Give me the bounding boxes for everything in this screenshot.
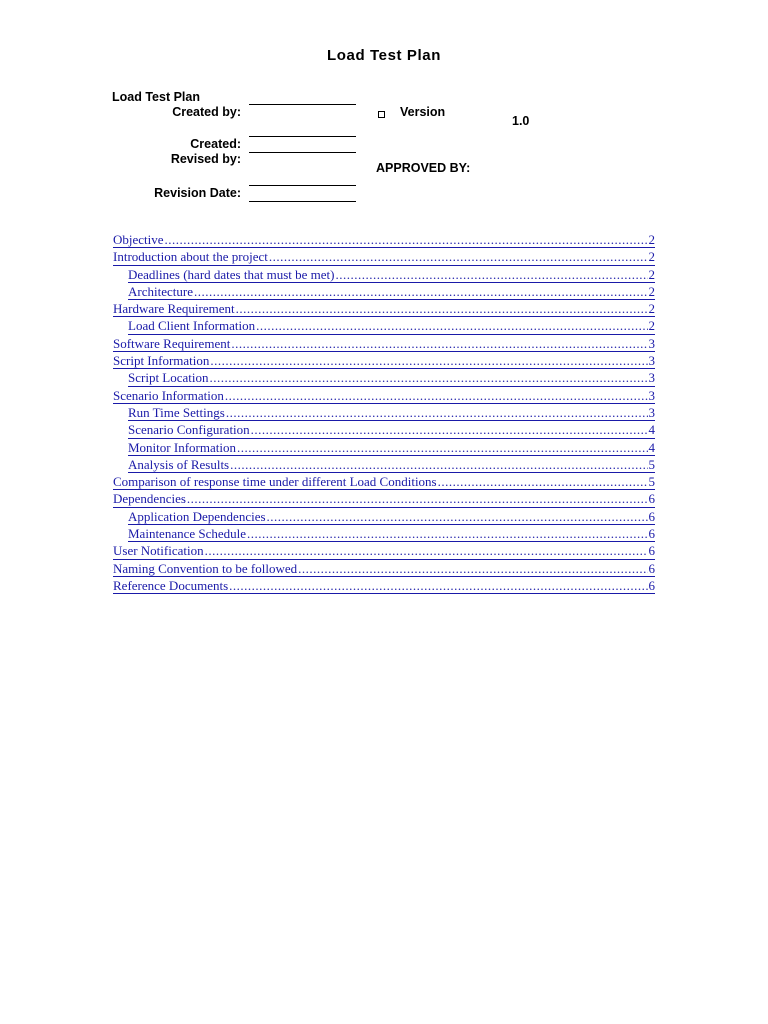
document-title: Load Test Plan — [327, 47, 441, 64]
toc-entry-title: User Notification — [113, 543, 204, 559]
toc-dot-leader — [229, 577, 647, 594]
toc-entry[interactable] — [128, 283, 655, 300]
created-by-field[interactable] — [249, 104, 356, 105]
toc-entry-page: 2 — [648, 232, 655, 247]
toc-entry-page: 2 — [648, 318, 655, 334]
toc-entry[interactable] — [113, 335, 655, 352]
toc-entry-page: 2 — [648, 249, 655, 265]
toc-dot-leader — [231, 335, 647, 352]
toc-dot-leader — [267, 508, 648, 525]
toc-dot-leader — [225, 387, 648, 404]
toc-entry[interactable] — [113, 542, 655, 559]
toc-entry-page: 3 — [648, 335, 655, 351]
toc-entry-page: 6 — [648, 491, 655, 507]
toc-dot-leader — [205, 542, 648, 559]
toc-entry-page: 5 — [648, 474, 655, 490]
toc-entry-page: 4 — [648, 422, 655, 438]
toc-entry-title: Naming Convention to be followed — [113, 560, 298, 576]
toc-entry-title: Comparison of response time under different Load Conditions — [113, 474, 437, 490]
toc-entry[interactable] — [128, 525, 655, 542]
toc-entry-page: 6 — [648, 543, 655, 559]
toc-entry-page: 6 — [648, 577, 655, 593]
toc-dot-leader — [247, 525, 647, 542]
toc-entry-title: Application Dependencies — [128, 508, 266, 524]
toc-entry[interactable] — [113, 490, 655, 507]
toc-dot-leader — [187, 490, 648, 507]
toc-dot-leader — [210, 352, 647, 369]
toc-entry-page: 5 — [648, 456, 655, 472]
toc-entry[interactable] — [113, 248, 655, 265]
revision-date-field-top[interactable] — [249, 185, 356, 186]
toc-entry[interactable] — [113, 577, 655, 594]
created-field[interactable] — [249, 136, 356, 137]
revised-by-label: Revised by: — [170, 152, 241, 166]
toc-entry-title: Run Time Settings — [128, 404, 225, 420]
toc-entry-title: Dependencies — [113, 491, 186, 507]
toc-entry-title: Maintenance Schedule — [128, 526, 247, 542]
toc-entry-title: Hardware Requirement — [113, 301, 235, 317]
toc-dot-leader — [237, 439, 648, 456]
toc-entry-title: Reference Documents — [113, 577, 229, 593]
toc-entry-page: 3 — [648, 370, 655, 386]
toc-dot-leader — [269, 248, 648, 265]
toc-dot-leader — [438, 473, 648, 490]
toc-entry-title: Monitor Information — [128, 439, 236, 455]
toc-dot-leader — [256, 317, 647, 334]
created-by-label: Created by: — [172, 105, 241, 119]
toc-entry-title: Load Client Information — [128, 318, 256, 334]
toc-entry-page: 6 — [648, 560, 655, 576]
toc-entry[interactable] — [128, 317, 655, 334]
toc-entry[interactable] — [128, 404, 655, 421]
version-label: Version — [400, 105, 446, 119]
toc-entry-page: 6 — [648, 526, 655, 542]
toc-dot-leader — [230, 456, 647, 473]
table-of-contents — [113, 231, 655, 594]
toc-entry-title: Scenario Information — [113, 387, 224, 403]
toc-entry-page: 2 — [648, 283, 655, 299]
toc-entry[interactable] — [128, 421, 655, 438]
created-label: Created: — [190, 137, 241, 151]
toc-entry-page: 3 — [648, 404, 655, 420]
toc-entry[interactable] — [128, 266, 655, 283]
toc-entry-page: 6 — [648, 508, 655, 524]
toc-entry[interactable] — [128, 456, 655, 473]
toc-dot-leader — [236, 300, 648, 317]
version-value: 1.0 — [512, 114, 530, 128]
toc-entry[interactable] — [113, 300, 655, 317]
toc-entry-title: Objective — [113, 232, 164, 247]
toc-entry-title: Deadlines (hard dates that must be met) — [128, 266, 335, 282]
revised-by-field[interactable] — [249, 152, 356, 153]
toc-dot-leader — [194, 283, 648, 300]
toc-entry-title: Script Location — [128, 370, 209, 386]
toc-entry[interactable] — [128, 369, 655, 386]
toc-entry[interactable] — [113, 231, 655, 248]
toc-entry-page: 3 — [648, 353, 655, 369]
toc-entry-title: Scenario Configuration — [128, 422, 250, 438]
toc-entry[interactable] — [113, 473, 655, 490]
toc-entry-page: 2 — [648, 266, 655, 282]
toc-entry-title: Architecture — [128, 283, 193, 299]
toc-dot-leader — [165, 231, 648, 248]
toc-entry-page: 3 — [648, 387, 655, 403]
toc-entry-title: Analysis of Results — [128, 456, 230, 472]
toc-dot-leader — [336, 266, 648, 283]
plan-label: Load Test Plan — [112, 90, 200, 104]
toc-entry[interactable] — [128, 439, 655, 456]
approved-by-label: APPROVED BY: — [376, 161, 471, 175]
toc-entry-page: 2 — [648, 301, 655, 317]
toc-entry-title: Software Requirement — [113, 335, 231, 351]
toc-dot-leader — [251, 421, 648, 438]
toc-entry-title: Script Information — [113, 353, 210, 369]
version-checkbox-icon[interactable] — [378, 111, 385, 118]
revision-date-label: Revision Date: — [154, 186, 241, 200]
toc-entry[interactable] — [113, 387, 655, 404]
revision-date-field-bottom — [249, 201, 356, 202]
toc-entry-title: Introduction about the project — [113, 249, 268, 265]
toc-dot-leader — [210, 369, 648, 386]
toc-dot-leader — [226, 404, 648, 421]
toc-entry-page: 4 — [648, 439, 655, 455]
toc-entry[interactable] — [113, 352, 655, 369]
toc-entry[interactable] — [128, 508, 655, 525]
toc-dot-leader — [298, 560, 647, 577]
toc-entry[interactable] — [113, 560, 655, 577]
